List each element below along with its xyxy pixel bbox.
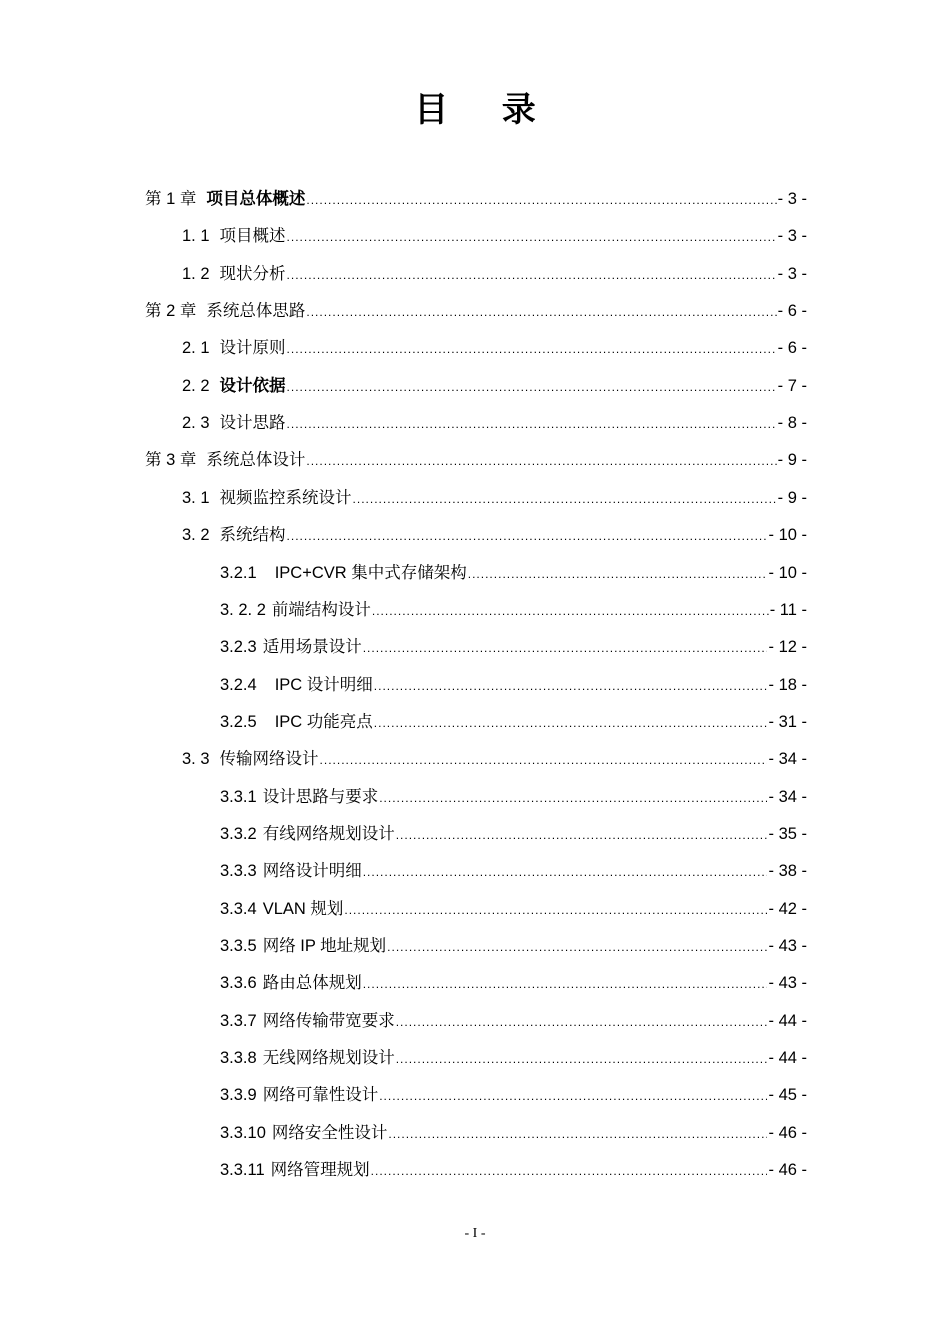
toc-entry-title bbox=[220, 971, 362, 995]
toc-entry-page: - 44 - bbox=[768, 1011, 807, 1030]
toc-entry-label: 设计思路与要求 bbox=[262, 787, 379, 806]
toc-entry-number: 3.3.3 bbox=[220, 862, 257, 881]
toc-entry-label: 系统结构 bbox=[219, 526, 286, 545]
toc-entry-page: - 7 - bbox=[777, 376, 807, 395]
dot-leader bbox=[363, 860, 768, 884]
toc-entry-page: - 44 - bbox=[768, 1049, 807, 1068]
toc-entry-title bbox=[220, 1121, 387, 1145]
toc-entry-page: - 3 - bbox=[777, 227, 807, 246]
toc-entry-label: 项目总体概述 bbox=[206, 190, 306, 208]
toc-entry-title bbox=[182, 224, 286, 248]
dot-leader bbox=[374, 711, 768, 735]
toc-entry-number: 3.3.6 bbox=[220, 974, 257, 993]
toc-entry-title bbox=[145, 299, 305, 323]
toc-entry[interactable] bbox=[220, 673, 807, 697]
toc-entry-title bbox=[220, 822, 395, 846]
dot-leader bbox=[306, 300, 776, 324]
toc-entry-number: 3. 2. 2 bbox=[220, 600, 266, 619]
toc-entry-number: 3. 1 bbox=[182, 488, 210, 507]
toc-entry-number: 3. 2 bbox=[182, 526, 210, 545]
toc-entry-label: 设计依据 bbox=[219, 376, 286, 395]
toc-entry-page: - 43 - bbox=[768, 974, 807, 993]
toc-entry[interactable] bbox=[220, 1083, 807, 1107]
toc-entry[interactable] bbox=[182, 747, 807, 771]
toc-entry-title bbox=[182, 336, 286, 360]
toc-entry-title bbox=[145, 187, 305, 211]
toc-entry-number: 2. 2 bbox=[182, 376, 210, 395]
toc-entry-number: 3.3.2 bbox=[220, 824, 257, 843]
toc-entry-label: 设计思路 bbox=[219, 414, 286, 433]
toc-entry-title bbox=[182, 523, 286, 547]
dot-leader bbox=[287, 412, 777, 436]
toc-entry[interactable] bbox=[182, 374, 807, 398]
toc-entry[interactable] bbox=[220, 971, 807, 995]
toc-entry-number: 3.3.4 bbox=[220, 899, 257, 918]
toc-entry-number: 3.3.1 bbox=[220, 787, 257, 806]
toc-entry[interactable] bbox=[220, 598, 807, 622]
toc-entry-label: 网络 IP 地址规划 bbox=[262, 937, 387, 955]
toc-entry-label: 系统总体设计 bbox=[206, 451, 306, 470]
toc-entry-title bbox=[220, 1046, 395, 1070]
toc-entry[interactable] bbox=[182, 224, 807, 248]
toc-entry-label: 网络可靠性设计 bbox=[262, 1086, 379, 1105]
toc-entry[interactable] bbox=[145, 187, 807, 211]
toc-entry-page: - 31 - bbox=[768, 712, 807, 731]
toc-heading: 目 录 bbox=[414, 91, 558, 129]
toc-entry[interactable] bbox=[145, 299, 807, 323]
toc-entry-number: 3.2.1 bbox=[220, 563, 257, 582]
dot-leader bbox=[388, 1122, 767, 1146]
toc-entry-label: 网络设计明细 bbox=[262, 862, 362, 881]
toc-entry-title bbox=[182, 486, 352, 510]
toc-entry-number: 3.3.8 bbox=[220, 1049, 257, 1068]
dot-leader bbox=[353, 487, 777, 511]
toc-entry-label: 设计原则 bbox=[219, 339, 286, 358]
toc-entry-title bbox=[220, 897, 343, 921]
toc-entry-label: 系统总体思路 bbox=[206, 302, 306, 321]
toc-entry[interactable] bbox=[220, 1121, 807, 1145]
toc-entry-label: 有线网络规划设计 bbox=[262, 824, 395, 843]
toc-entry-page: - 11 - bbox=[769, 600, 807, 619]
toc-entry[interactable] bbox=[182, 336, 807, 360]
toc-entry-number: 3.3.10 bbox=[220, 1123, 266, 1142]
toc-entry-label: 项目概述 bbox=[219, 227, 286, 246]
toc-entry-page: - 6 - bbox=[777, 339, 807, 358]
toc-entry-page: - 46 - bbox=[768, 1161, 807, 1180]
toc-entry[interactable] bbox=[182, 262, 807, 286]
toc-entry-title bbox=[145, 448, 305, 472]
toc-entry-title bbox=[182, 374, 286, 398]
dot-leader bbox=[387, 935, 767, 959]
toc-entry-label: IPC 设计明细 bbox=[274, 675, 373, 694]
toc-entry-number: 3.2.4 bbox=[220, 675, 257, 694]
toc-entry-page: - 3 - bbox=[777, 264, 807, 283]
toc-entry-title bbox=[220, 673, 373, 697]
toc-entry-title bbox=[220, 1083, 378, 1107]
toc-entry-page: - 46 - bbox=[768, 1123, 807, 1142]
dot-leader bbox=[306, 188, 776, 212]
toc-entry-title bbox=[220, 710, 373, 734]
dot-leader bbox=[287, 524, 768, 548]
toc-entry-label: 无线网络规划设计 bbox=[262, 1049, 395, 1068]
toc-entry[interactable] bbox=[220, 822, 807, 846]
toc-entry-page: - 8 - bbox=[777, 414, 807, 433]
toc-entry-number: 1. 2 bbox=[182, 264, 210, 283]
toc-entry-page: - 10 - bbox=[768, 563, 807, 582]
toc-entry-page: - 12 - bbox=[768, 638, 807, 657]
toc-entry-page: - 6 - bbox=[777, 302, 807, 321]
toc-entry-title bbox=[220, 561, 467, 585]
toc-entry-number: 3.3.5 bbox=[220, 937, 257, 955]
toc-entry-number: 2. 3 bbox=[182, 414, 210, 433]
toc-entry[interactable] bbox=[182, 486, 807, 510]
toc-entry-page: - 38 - bbox=[768, 862, 807, 881]
toc-entry-number: 第 3 章 bbox=[145, 451, 197, 470]
toc-entry-number: 3.3.11 bbox=[220, 1161, 265, 1180]
dot-leader bbox=[396, 823, 768, 847]
dot-leader bbox=[287, 263, 777, 287]
toc-entry-number: 3.2.3 bbox=[220, 638, 257, 657]
toc-entry-page: - 9 - bbox=[777, 451, 807, 470]
toc-entry-number: 3.2.5 bbox=[220, 712, 257, 731]
dot-leader bbox=[374, 674, 768, 698]
toc-entry-title bbox=[182, 747, 319, 771]
toc-entry-page: - 35 - bbox=[768, 824, 807, 843]
toc-entry[interactable] bbox=[220, 1158, 807, 1182]
toc-entry-label: VLAN 规划 bbox=[262, 899, 344, 918]
dot-leader bbox=[306, 449, 776, 473]
toc-entry-label: IPC 功能亮点 bbox=[274, 712, 373, 731]
toc-entry-label: IPC+CVR 集中式存储架构 bbox=[274, 563, 467, 582]
toc-entry[interactable] bbox=[182, 523, 807, 547]
toc-entry-title bbox=[220, 1158, 370, 1182]
dot-leader bbox=[396, 1047, 768, 1071]
toc-entry-page: - 43 - bbox=[768, 937, 807, 955]
toc-entry[interactable] bbox=[220, 934, 807, 958]
toc-entry-title bbox=[220, 635, 362, 659]
toc-entry[interactable] bbox=[220, 561, 807, 585]
toc-entry-title bbox=[182, 411, 286, 435]
toc-entry-number: 第 1 章 bbox=[145, 190, 197, 208]
toc-entry-page: - 34 - bbox=[768, 787, 807, 806]
toc-entry[interactable] bbox=[220, 1009, 807, 1033]
toc-entry-label: 路由总体规划 bbox=[262, 974, 362, 993]
dot-leader bbox=[287, 225, 777, 249]
toc-entry-label: 视频监控系统设计 bbox=[219, 488, 352, 507]
toc-entry-page: - 3 - bbox=[777, 190, 807, 208]
toc-entry[interactable] bbox=[220, 859, 807, 883]
toc-entry-page: - 10 - bbox=[768, 526, 807, 545]
toc-entry-title bbox=[220, 859, 362, 883]
toc-entry-number: 3.3.7 bbox=[220, 1011, 257, 1030]
toc-entry-label: 传输网络设计 bbox=[219, 750, 319, 769]
toc-entry-page: - 9 - bbox=[777, 488, 807, 507]
toc-entry-label: 网络安全性设计 bbox=[271, 1123, 388, 1142]
toc-entry-page: - 34 - bbox=[768, 750, 807, 769]
toc-entry-label: 网络管理规划 bbox=[270, 1161, 370, 1180]
toc-entry-number: 1. 1 bbox=[182, 227, 210, 246]
toc-entry-label: 现状分析 bbox=[219, 264, 286, 283]
dot-leader bbox=[379, 1084, 767, 1108]
dot-leader bbox=[287, 337, 777, 361]
toc-entry[interactable] bbox=[182, 411, 807, 435]
toc-entry-page: - 42 - bbox=[768, 899, 807, 918]
toc-entry-title bbox=[220, 598, 371, 622]
toc-entry-page: - 45 - bbox=[768, 1086, 807, 1105]
dot-leader bbox=[379, 786, 767, 810]
dot-leader bbox=[320, 748, 768, 772]
toc-entry-title bbox=[182, 262, 286, 286]
toc-entry-title bbox=[220, 934, 386, 958]
toc-entry[interactable] bbox=[220, 635, 807, 659]
toc-entry-number: 第 2 章 bbox=[145, 302, 197, 321]
toc-entry[interactable] bbox=[145, 448, 807, 472]
toc-entry-label: 前端结构设计 bbox=[271, 600, 371, 619]
toc-entry-label: 网络传输带宽要求 bbox=[262, 1011, 395, 1030]
toc-entry[interactable] bbox=[220, 710, 807, 734]
toc-entry-number: 3. 3 bbox=[182, 750, 210, 769]
toc-entry[interactable] bbox=[220, 785, 807, 809]
toc-entry-page: - 18 - bbox=[768, 675, 807, 694]
dot-leader bbox=[363, 636, 768, 660]
dot-leader bbox=[344, 898, 767, 922]
toc-entry-title bbox=[220, 1009, 395, 1033]
dot-leader bbox=[372, 599, 769, 623]
dot-leader bbox=[396, 1010, 768, 1034]
dot-leader bbox=[363, 972, 768, 996]
dot-leader bbox=[287, 375, 777, 399]
dot-leader bbox=[371, 1159, 768, 1183]
toc-entry-label: 适用场景设计 bbox=[262, 638, 362, 657]
toc-entry-title bbox=[220, 785, 378, 809]
page-number: - I - bbox=[464, 1226, 486, 1241]
toc-entry[interactable] bbox=[220, 1046, 807, 1070]
toc-entry-number: 3.3.9 bbox=[220, 1086, 257, 1105]
toc-entry-number: 2. 1 bbox=[182, 339, 210, 358]
dot-leader bbox=[468, 562, 768, 586]
toc-entry[interactable] bbox=[220, 897, 807, 921]
